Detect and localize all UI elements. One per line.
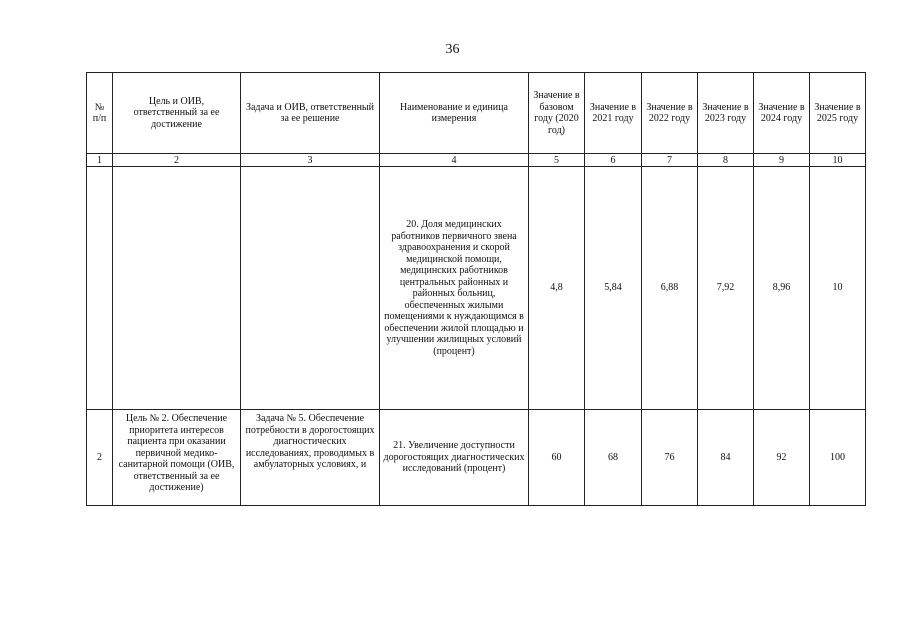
column-number: 10 bbox=[810, 154, 866, 167]
header-goal: Цель и ОИВ, ответственный за ее достижение bbox=[113, 73, 241, 154]
cell-value-2024: 92 bbox=[754, 410, 810, 506]
page-number: 36 bbox=[445, 42, 460, 57]
column-number: 2 bbox=[113, 154, 241, 167]
column-number: 4 bbox=[380, 154, 529, 167]
cell-value-2023: 84 bbox=[698, 410, 754, 506]
cell-value-2022: 76 bbox=[642, 410, 698, 506]
header-2021: Значение в 2021 году bbox=[585, 73, 642, 154]
cell-value-2022: 6,88 bbox=[642, 167, 698, 410]
cell-indicator-name: 20. Доля медицинских работников первичного звена здравоохранения и скорой медицинской помощи, медицинских работников центральных районных и районных больниц, обеспеченных жилыми помещениями к нуждающимся в обеспечении жилой площадью и улучшении жилищных условий (процент) bbox=[380, 167, 529, 410]
cell-value-2021: 5,84 bbox=[585, 167, 642, 410]
column-number: 7 bbox=[642, 154, 698, 167]
header-base-year: Значение в базовом году (2020 год) bbox=[529, 73, 585, 154]
table-row bbox=[87, 167, 866, 410]
column-number: 5 bbox=[529, 154, 585, 167]
column-number: 9 bbox=[754, 154, 810, 167]
cell-goal bbox=[113, 167, 241, 410]
header-task: Задача и ОИВ, ответственный за ее решение bbox=[241, 73, 380, 154]
column-numbers-row bbox=[87, 154, 866, 167]
header-2023: Значение в 2023 году bbox=[698, 73, 754, 154]
cell-base-value: 4,8 bbox=[529, 167, 585, 410]
cell-task bbox=[241, 167, 380, 410]
column-number: 3 bbox=[241, 154, 380, 167]
table-row bbox=[87, 410, 866, 506]
cell-value-2025: 100 bbox=[810, 410, 866, 506]
column-number: 1 bbox=[87, 154, 113, 167]
header-2025: Значение в 2025 году bbox=[810, 73, 866, 154]
cell-base-value: 60 bbox=[529, 410, 585, 506]
header-num: № п/п bbox=[87, 73, 113, 154]
header-2022: Значение в 2022 году bbox=[642, 73, 698, 154]
cell-task: Задача № 5. Обеспечение потребности в дорогостоящих диагностических исследованиях, проводимых в амбулаторных условиях, и bbox=[241, 410, 380, 506]
column-number: 8 bbox=[698, 154, 754, 167]
cell-value-2024: 8,96 bbox=[754, 167, 810, 410]
cell-value-2023: 7,92 bbox=[698, 167, 754, 410]
cell-value-2021: 68 bbox=[585, 410, 642, 506]
cell-indicator-name: 21. Увеличение доступности дорогостоящих диагностических исследований (процент) bbox=[380, 410, 529, 506]
table-header-row bbox=[87, 73, 866, 154]
cell-value-2025: 10 bbox=[810, 167, 866, 410]
cell-num bbox=[87, 167, 113, 410]
indicators-table bbox=[86, 72, 866, 506]
cell-goal: Цель № 2. Обеспечение приоритета интересов пациента при оказании первичной медико-санитарной помощи (ОИВ, ответственный за ее достижение) bbox=[113, 410, 241, 506]
cell-num: 2 bbox=[87, 410, 113, 506]
column-number: 6 bbox=[585, 154, 642, 167]
header-2024: Значение в 2024 году bbox=[754, 73, 810, 154]
header-name: Наименование и единица измерения bbox=[380, 73, 529, 154]
